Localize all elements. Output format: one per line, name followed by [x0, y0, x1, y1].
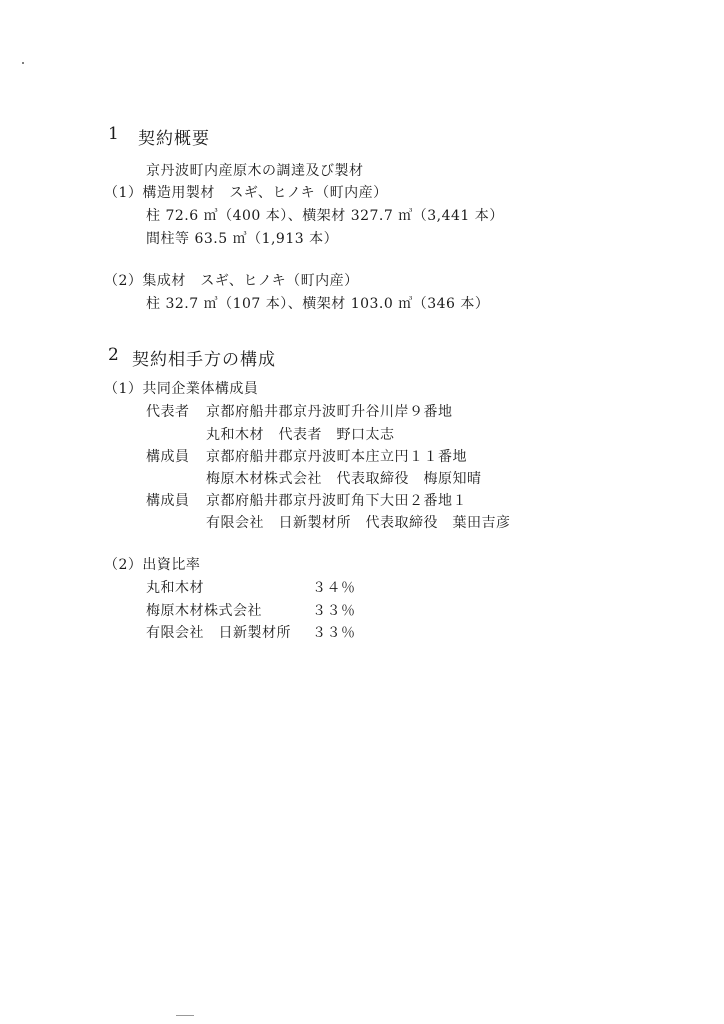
- member-role: 構成員: [146, 493, 190, 509]
- member-entity: 有限会社 日新製材所 代表取締役 葉田吉彦: [206, 515, 511, 531]
- section2-title: 契約相手方の構成: [132, 350, 276, 370]
- jv-label: （1）共同企業体構成員: [104, 381, 259, 397]
- member-role: 構成員: [146, 449, 190, 465]
- section1-number: 1: [108, 124, 120, 144]
- ratio-label: （2）出資比率: [104, 557, 201, 573]
- item2-label: （2）集成材 スギ、ヒノキ（町内産）: [104, 273, 359, 289]
- ratio-name: 有限会社 日新製材所: [146, 625, 291, 641]
- ratio-pct: ３３％: [312, 625, 356, 641]
- ratio-pct: ３４％: [312, 580, 356, 596]
- item2-line1: 柱 32.7 ㎥（107 本）、横架材 103.0 ㎥（346 本）: [146, 296, 490, 312]
- ratio-pct: ３３％: [312, 603, 356, 619]
- member-entity: 梅原木材株式会社 代表取締役 梅原知晴: [206, 471, 482, 487]
- member-address: 京都府船井郡京丹波町本庄立円１１番地: [206, 449, 467, 465]
- item1-label: （1）構造用製材 スギ、ヒノキ（町内産）: [104, 185, 388, 201]
- scan-speck: [22, 62, 24, 64]
- scan-speck: [176, 1015, 194, 1016]
- section1-intro: 京丹波町内産原木の調達及び製材: [146, 163, 364, 179]
- member-address: 京都府船井郡京丹波町升谷川岸９番地: [206, 404, 453, 420]
- member-entity: 丸和木材 代表者 野口太志: [206, 427, 395, 443]
- ratio-name: 丸和木材: [146, 580, 204, 596]
- item1-line1: 柱 72.6 ㎥（400 本）、横架材 327.7 ㎥（3,441 本）: [146, 208, 504, 224]
- item1-line2: 間柱等 63.5 ㎥（1,913 本）: [146, 231, 339, 247]
- ratio-name: 梅原木材株式会社: [146, 603, 262, 619]
- member-address: 京都府船井郡京丹波町角下大田２番地１: [206, 493, 467, 509]
- member-role: 代表者: [146, 404, 190, 420]
- section1-title: 契約概要: [138, 129, 210, 149]
- section2-number: 2: [108, 345, 120, 365]
